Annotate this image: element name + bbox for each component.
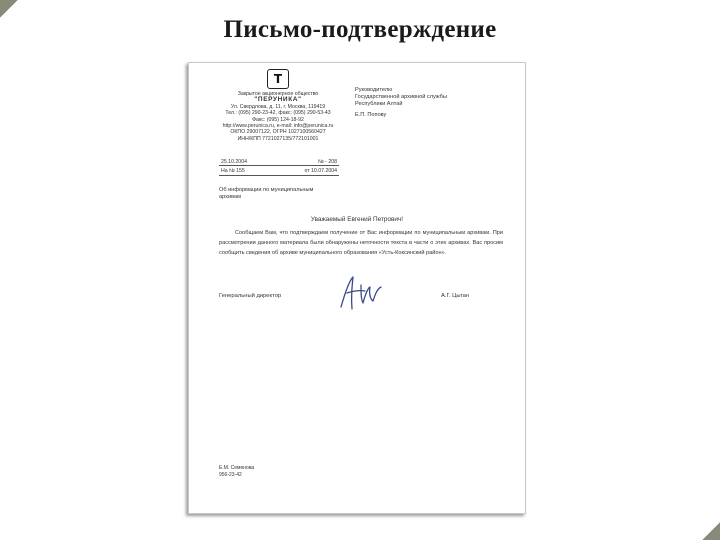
registration-row xyxy=(219,159,339,166)
recipient-line: Государственной архивной службы xyxy=(355,94,447,100)
signer-name: А.Г. Цыган xyxy=(441,293,469,299)
subject-block xyxy=(219,187,313,201)
slide-corner-bottom-right xyxy=(698,518,720,540)
subject-line: Об информации по муниципальным xyxy=(219,187,314,193)
recipient-line: Е.П. Попову xyxy=(355,112,387,118)
salutation: Уважаемый Евгений Петрович! xyxy=(310,216,404,223)
org-name: "ПЕРУНИКА" xyxy=(254,96,302,104)
registration-date: 25.10.2004 xyxy=(221,159,247,165)
company-logo: T xyxy=(267,69,289,89)
letterhead xyxy=(219,69,337,142)
handwritten-signature xyxy=(337,273,385,313)
executor-phone: 956-23-42 xyxy=(219,471,242,478)
slide-title: Письмо-подтверждение xyxy=(223,16,497,43)
org-type: Закрытое акционерное общество xyxy=(237,91,319,97)
recipient-block xyxy=(355,87,447,119)
subject-line: архивам xyxy=(219,194,241,200)
registration-number: № - 208 xyxy=(318,159,337,165)
org-contact-line: ИНН/КПП 7721027135/772101001 xyxy=(237,135,319,142)
executor-name: Е.М. Семенова xyxy=(219,465,255,471)
org-contact-line: Ул. Свердлова, д. 11, г. Москва, 119419 xyxy=(230,103,326,110)
executor-block xyxy=(219,465,254,478)
letter-document xyxy=(188,62,526,514)
reference-date: от 10.07.2004 xyxy=(304,168,337,175)
org-contact-line: Факс: (095) 124-18-92 xyxy=(252,116,304,123)
recipient-line: Республики Алтай xyxy=(355,101,403,107)
registration-block xyxy=(219,159,339,178)
org-contact-line: Тел.: (095) 290-23-42, факс: (095) 290-53-43 xyxy=(225,110,331,117)
recipient-line: Руководителю xyxy=(355,87,393,93)
letter-body: Сообщаем Вам, что подтверждаем получение от Вас информации по муниципальным архивам. При рассмотрении данного материала были обнаружены неточности текста в части о этих архивах. Вас просим сообщить сведения об архиве муниципального образования «Усть-Коксинский район». xyxy=(219,230,503,256)
signer-position: Генеральный директор xyxy=(219,293,282,299)
reference-number: На № 155 xyxy=(221,168,245,175)
org-contact-line: ОКПО 29007122, ОГРН 1027100560427 xyxy=(230,129,326,136)
reference-row xyxy=(219,168,339,175)
org-contact-line: http://www.perunica.ru, e-mail: info@perunica.ru xyxy=(222,123,334,130)
